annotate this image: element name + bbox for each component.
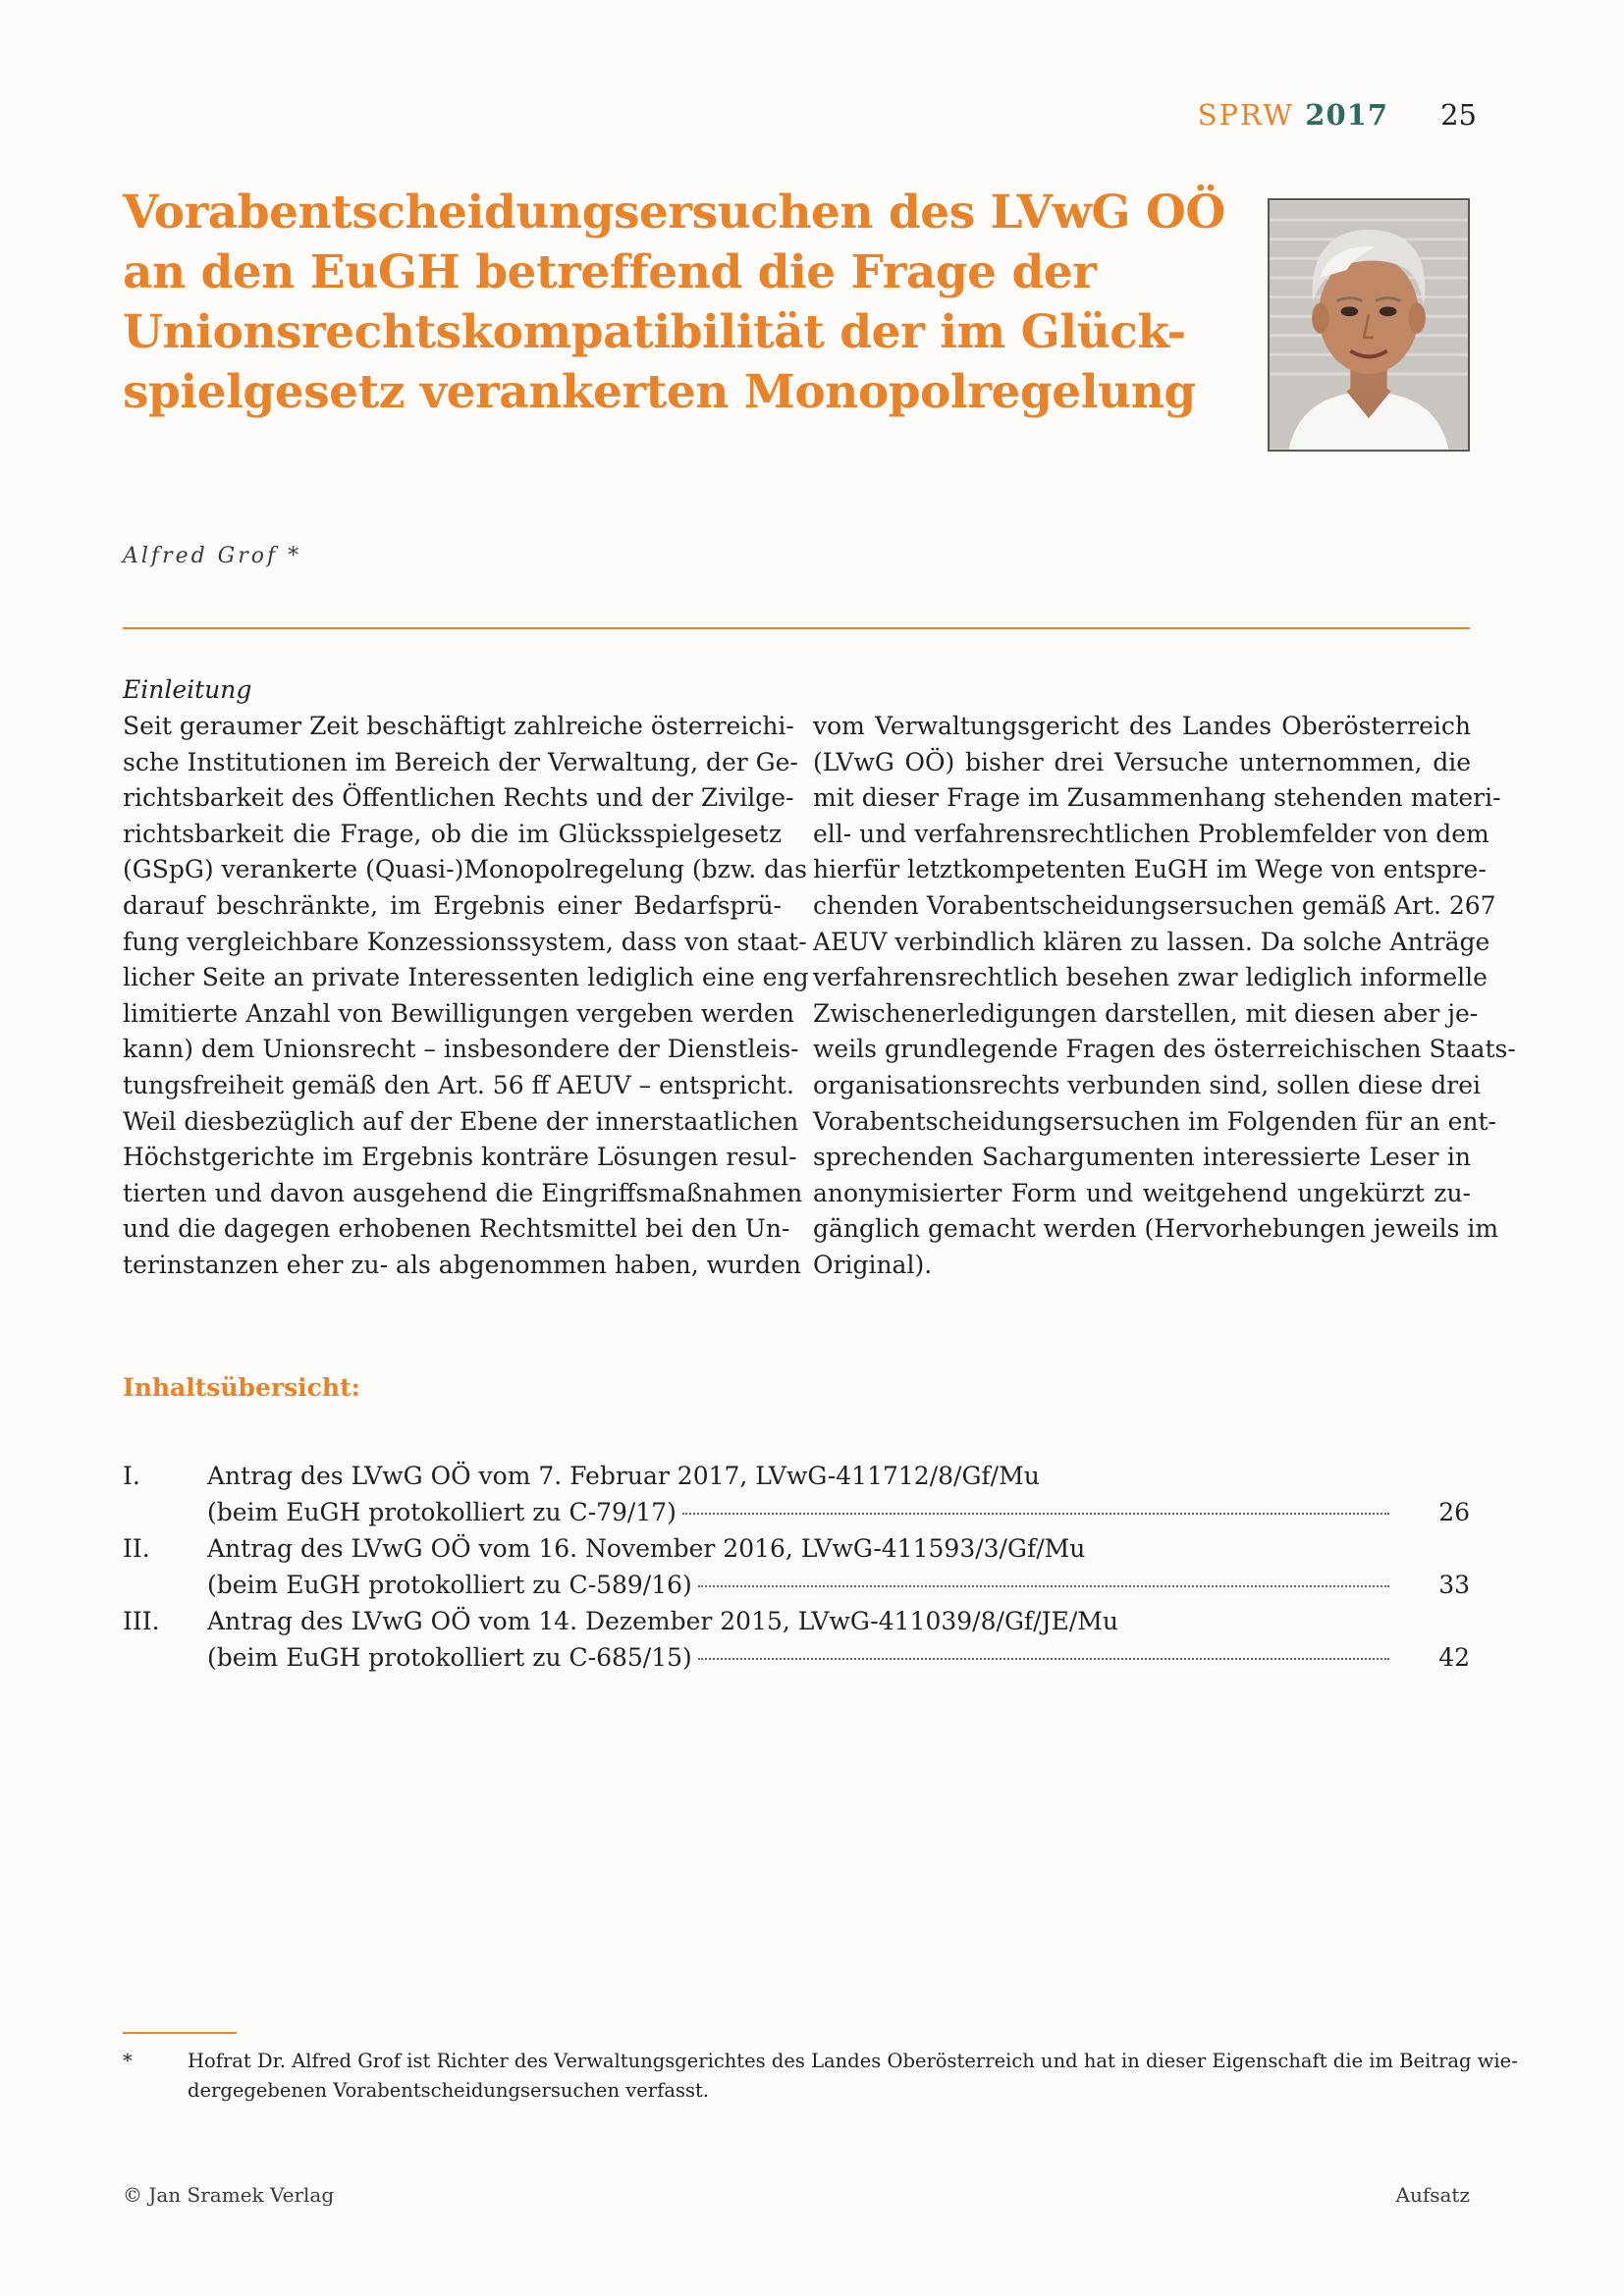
text-line: verfahrensrechtlich besehen zwar lediglich informelle <box>813 963 1488 992</box>
intro-column-right <box>813 709 1516 1284</box>
text-line: weils grundlegende Fragen des österreichischen Staats- <box>813 1035 1516 1064</box>
text-line: fung vergleichbare Konzessionssystem, dass von staat- <box>123 927 807 956</box>
footer-publisher: © Jan Sramek Verlag <box>123 2183 335 2207</box>
toc-entry[interactable] <box>123 1531 1470 1604</box>
toc-entry-page: 42 <box>1438 1643 1470 1672</box>
text-line: richtsbarkeit des Öffentlichen Rechts und der Zivilge- <box>123 783 794 813</box>
text-line: sche Institutionen im Bereich der Verwaltung, der Ge- <box>123 747 798 776</box>
text-line: kann) dem Unionsrecht – insbesondere der Dienstleis- <box>123 1035 799 1064</box>
toc-entry-subtitle: (beim EuGH protokolliert zu C-685/15) <box>207 1643 692 1672</box>
text-line: hierfür letztkompetenten EuGH im Wege von entspre- <box>813 855 1487 884</box>
text-line: anonymisierter Form und weitgehend ungekürzt zu- <box>813 1178 1471 1207</box>
toc-entry-page: 33 <box>1438 1571 1470 1599</box>
author-photo-illustration <box>1270 200 1468 450</box>
text-line: tungsfreiheit gemäß den Art. 56 ff AEUV – entspricht. <box>123 1070 794 1099</box>
title-line: an den EuGH betreffend die Frage der <box>123 245 1097 299</box>
running-head <box>1129 98 1477 137</box>
text-line: vom Verwaltungsgericht des Landes Oberösterreich <box>813 712 1471 740</box>
journal-name <box>1198 98 1388 132</box>
author-name: Alfred Grof * <box>123 544 302 568</box>
footnote-divider <box>123 2032 237 2034</box>
author-portrait <box>1268 198 1470 452</box>
journal-abbreviation: SPRW <box>1197 98 1295 132</box>
toc-entry-number: I. <box>123 1462 140 1490</box>
toc-entry[interactable] <box>123 1459 1470 1531</box>
text-line: terinstanzen eher zu- als abgenommen haben, wurden <box>123 1250 801 1279</box>
toc-entry-title: Antrag des LVwG OÖ vom 7. Februar 2017, LVwG-411712/8/Gf/Mu <box>207 1462 1040 1490</box>
text-line: darauf beschränkte, im Ergebnis einer Bedarfsprü- <box>123 890 782 920</box>
title-line: spielgesetz verankerten Monopolregelung <box>123 365 1196 419</box>
page-number: 25 <box>1440 98 1477 132</box>
text-line: Höchstgerichte im Ergebnis konträre Lösungen resul- <box>123 1143 797 1172</box>
footnote-line: dergegebenen Vorabentscheidungsersuchen verfasst. <box>188 2079 709 2102</box>
toc-heading: Inhaltsübersicht: <box>123 1373 360 1402</box>
text-line: organisationsrechts verbunden sind, sollen diese drei <box>813 1070 1482 1099</box>
toc-entry[interactable] <box>123 1604 1470 1677</box>
text-line: AEUV verbindlich klären zu lassen. Da solche Anträge <box>813 927 1490 956</box>
header-divider <box>123 627 1470 629</box>
table-of-contents <box>123 1459 1470 1677</box>
toc-entry-number: II. <box>123 1534 150 1563</box>
text-line: tierten und davon ausgehend die Eingriffsmaßnahmen <box>123 1178 803 1207</box>
section-heading-introduction: Einleitung <box>123 675 252 704</box>
journal-year: 2017 <box>1305 98 1388 132</box>
title-line: Unionsrechtskompatibilität der im Glück- <box>123 305 1186 359</box>
toc-entry-title: Antrag des LVwG OÖ vom 16. November 2016, LVwG-411593/3/Gf/Mu <box>207 1534 1086 1563</box>
text-line: limitierte Anzahl von Bewilligungen vergeben werden <box>123 998 794 1028</box>
text-line: und die dagegen erhobenen Rechtsmittel bei den Un- <box>123 1214 790 1244</box>
text-line: Vorabentscheidungsersuchen im Folgenden für an ent- <box>813 1106 1497 1136</box>
footnote-line: Hofrat Dr. Alfred Grof ist Richter des Verwaltungsgerichtes des Landes Oberösterreich und hat in dieser Eigenschaft die im Beitrag wie- <box>188 2050 1518 2072</box>
toc-dot-leader <box>698 1585 1389 1587</box>
text-line: mit dieser Frage im Zusammenhang stehenden materi- <box>813 783 1501 813</box>
toc-entry-number: III. <box>123 1607 160 1635</box>
toc-entry-subtitle: (beim EuGH protokolliert zu C-79/17) <box>207 1498 677 1526</box>
footnote-mark: * <box>123 2050 133 2072</box>
toc-dot-leader <box>698 1658 1389 1660</box>
text-line: (LVwG OÖ) bisher drei Versuche unternommen, die <box>813 747 1471 776</box>
text-line: sprechenden Sachargumenten interessierte Leser in <box>813 1143 1471 1172</box>
intro-column-left <box>123 709 809 1284</box>
text-line: Zwischenerledigungen darstellen, mit diesen aber je- <box>813 998 1479 1028</box>
text-line: gänglich gemacht werden (Hervorhebungen jeweils im <box>813 1214 1499 1244</box>
article-title <box>123 183 1225 422</box>
toc-entry-title: Antrag des LVwG OÖ vom 14. Dezember 2015, LVwG-411039/8/Gf/JE/Mu <box>207 1607 1118 1635</box>
text-line: (GSpG) verankerte (Quasi-)Monopolregelung (bzw. das <box>123 855 807 884</box>
text-line: chenden Vorabentscheidungsersuchen gemäß Art. 267 <box>813 890 1496 920</box>
footnote-text <box>188 2047 1518 2106</box>
toc-dot-leader <box>682 1513 1389 1515</box>
text-line: Seit geraumer Zeit beschäftigt zahlreiche österreichi- <box>123 712 794 740</box>
title-line: Vorabentscheidungsersuchen des LVwG OÖ <box>123 186 1225 240</box>
toc-entry-subtitle: (beim EuGH protokolliert zu C-589/16) <box>207 1571 692 1599</box>
toc-entry-page: 26 <box>1438 1498 1470 1526</box>
text-line: Weil diesbezüglich auf der Ebene der innerstaatlichen <box>123 1106 799 1136</box>
text-line: richtsbarkeit die Frage, ob die im Glücksspielgesetz <box>123 819 782 848</box>
text-line: licher Seite an private Interessenten lediglich eine eng <box>123 963 809 992</box>
text-line: ell- und verfahrensrechtlichen Problemfelder von dem <box>813 819 1489 848</box>
text-line: Original). <box>813 1250 933 1279</box>
footer-section: Aufsatz <box>1395 2183 1470 2207</box>
